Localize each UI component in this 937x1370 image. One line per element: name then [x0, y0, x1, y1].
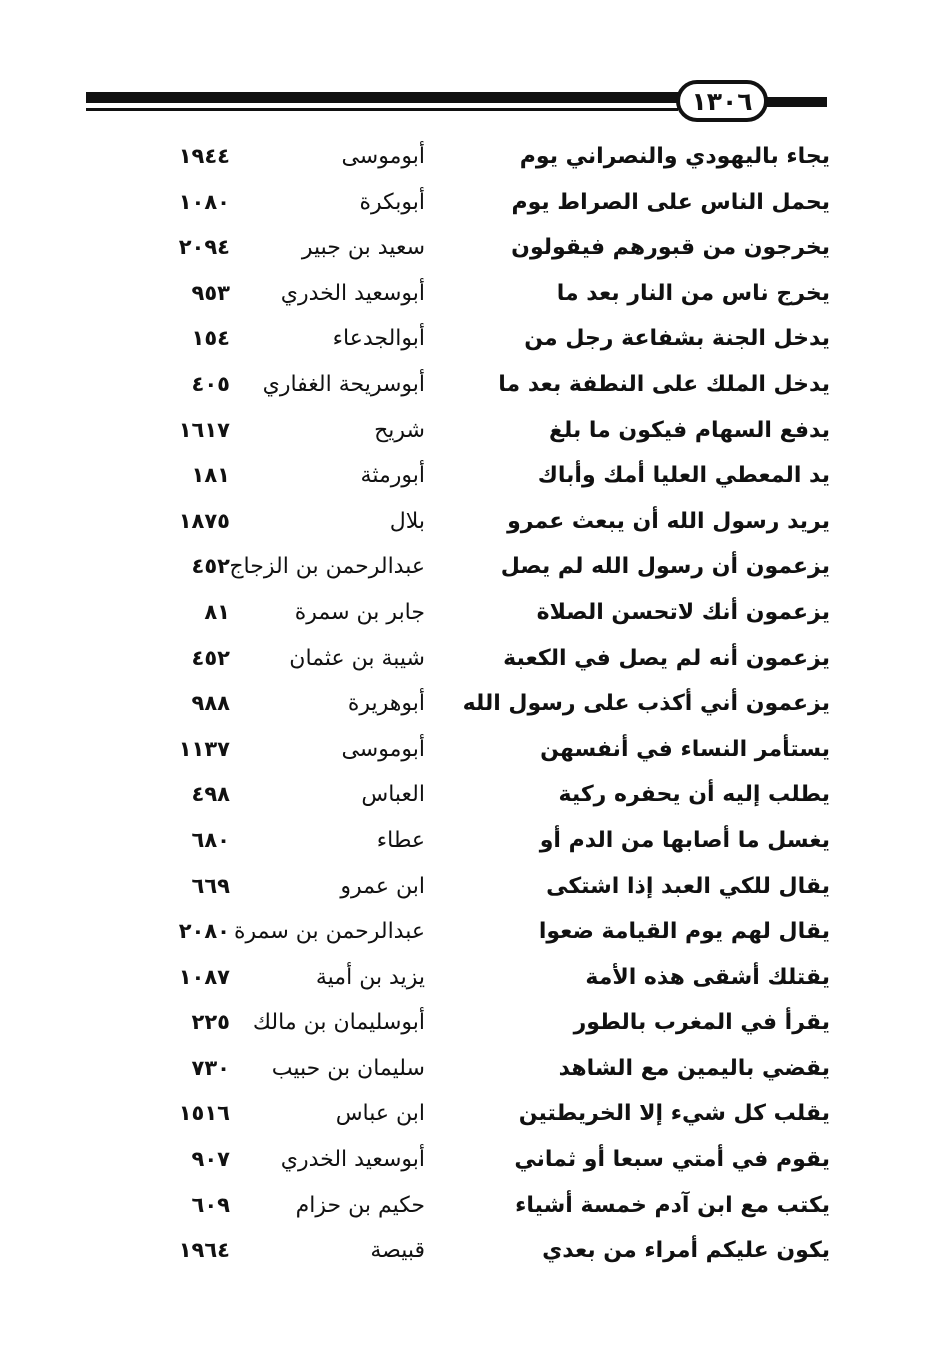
narrator-name: العباس: [361, 782, 425, 808]
narrator-name: سعيد بن جبير: [301, 235, 425, 261]
hadith-text: يدخل الملك على النطفة بعد ما: [498, 371, 830, 397]
page-ref: ١٦١٧: [178, 417, 230, 442]
page-ref: ١٠٨٠: [178, 189, 230, 214]
hadith-text: يكتب مع ابن آدم خمسة أشياء: [515, 1192, 830, 1218]
index-row: [150, 731, 830, 777]
page-ref: ١٨٧٥: [178, 508, 230, 533]
index-row: [150, 776, 830, 822]
narrator-name: أبوموسى: [341, 736, 425, 762]
hadith-text: يدفع السهام فيكون ما بلغ: [548, 417, 830, 443]
page-ref: ٢٠٨٠: [178, 919, 230, 944]
index-row: [150, 1141, 830, 1187]
narrator-name: أبوسعيد الخدري: [280, 1147, 425, 1173]
index-row: [150, 685, 830, 731]
index-row: [150, 594, 830, 640]
narrator-name: شريح: [374, 417, 425, 443]
narrator-name: قبيصة: [370, 1238, 425, 1264]
page-ref: ٩٥٣: [191, 280, 230, 305]
hadith-text: يقلب كل شيء إلا الخريطتين: [518, 1101, 830, 1127]
index-row: [150, 366, 830, 412]
hadith-text: يحمل الناس على الصراط يوم: [511, 189, 830, 215]
page-ref: ١٩٦٤: [178, 1238, 230, 1263]
hadith-text: يقوم في أمتي سبعا أو ثماني: [514, 1147, 830, 1173]
page-ref: ١٩٤٤: [178, 144, 230, 168]
page-ref: ١٠٨٧: [178, 964, 230, 989]
header-rule-right: [765, 97, 827, 107]
hadith-text: يريد رسول الله أن يبعث عمرو: [507, 508, 830, 534]
index-row: [150, 1050, 830, 1096]
index-row: [150, 1232, 830, 1278]
index-row: [150, 959, 830, 1005]
narrator-name: أبوسعيد الخدري: [280, 280, 425, 306]
page-number: ١٣٠٦: [676, 80, 768, 122]
hadith-text: يستأمر النساء في أنفسهن: [540, 736, 830, 762]
narrator-name: أبوهريرة: [347, 691, 425, 717]
narrator-name: أبورمثة: [360, 463, 425, 489]
hadith-text: يد المعطي العليا أمك وأباك: [537, 463, 830, 489]
page-ref: ٢٠٩٤: [178, 235, 230, 260]
page-ref: ٤٥٢: [191, 645, 230, 670]
page-ref: ١٥١٦: [178, 1101, 230, 1126]
page-ref: ٢٢٥: [191, 1010, 230, 1035]
index-row: [150, 1095, 830, 1141]
hadith-text: يقضي باليمين مع الشاهد: [558, 1055, 830, 1081]
hadith-text: يقال لهم يوم القيامة ضعوا: [538, 919, 830, 945]
index-table: [150, 138, 830, 1278]
hadith-text: يقتلك أشقى هذه الأمة: [585, 964, 830, 990]
hadith-text: يزعمون أنه لم يصل في الكعبة: [503, 645, 830, 671]
hadith-text: يزعمون أنك لاتحسن الصلاة: [536, 599, 830, 625]
narrator-name: أبوسريحة الغفاري: [262, 371, 425, 397]
narrator-name: سليمان بن حبيب: [271, 1055, 425, 1081]
index-row: [150, 913, 830, 959]
narrator-name: أبوموسى: [341, 144, 425, 169]
hadith-text: يزعمون أني أكذب على رسول الله: [462, 691, 830, 717]
page-ref: ١١٣٧: [178, 736, 230, 761]
narrator-name: ابن عباس: [335, 1101, 425, 1127]
narrator-name: عبدالرحمن بن سمرة: [233, 919, 425, 945]
index-row: [150, 640, 830, 686]
index-row: [150, 275, 830, 321]
header-rule-thick: [86, 92, 678, 103]
narrator-name: ابن عمرو: [340, 873, 425, 899]
page-ref: ٤٩٨: [191, 782, 230, 807]
hadith-text: يدخل الجنة بشفاعة رجل من: [524, 326, 830, 352]
narrator-name: عبدالرحمن بن الزجاج: [229, 554, 425, 580]
index-row: [150, 320, 830, 366]
hadith-text: يغسل ما أصابها من الدم أو: [539, 827, 830, 853]
page-ref: ٦٦٩: [191, 873, 230, 898]
index-row: [150, 868, 830, 914]
index-row: [150, 1004, 830, 1050]
narrator-name: يزيد بن أمية: [315, 964, 425, 990]
page-ref: ٩٠٧: [191, 1147, 230, 1172]
index-row: [150, 1187, 830, 1233]
page-ref: ٦٠٩: [191, 1192, 230, 1217]
index-row: [150, 822, 830, 868]
narrator-name: شيبة بن عثمان: [289, 645, 425, 671]
narrator-name: أبوسليمان بن مالك: [252, 1010, 425, 1036]
page-ref: ١٨١: [191, 463, 230, 488]
narrator-name: حكيم بن حزام: [295, 1192, 425, 1218]
narrator-name: أبوبكرة: [359, 189, 425, 215]
page-ref: ٩٨٨: [191, 691, 230, 716]
index-row: [150, 184, 830, 230]
index-row: [150, 412, 830, 458]
index-row: [150, 229, 830, 275]
header-rule-thin: [86, 108, 678, 111]
narrator-name: أبوالجدعاء: [332, 326, 425, 352]
hadith-text: يخرج ناس من النار بعد ما: [556, 280, 830, 306]
hadith-text: يخرجون من قبورهم فيقولون: [511, 235, 830, 261]
hadith-text: يقرأ في المغرب بالطور: [573, 1010, 830, 1036]
page-ref: ٨١: [204, 599, 230, 624]
hadith-text: يطلب إليه أن يحفره ركية: [558, 782, 830, 808]
hadith-text: يزعمون أن رسول الله لم يصل: [500, 554, 830, 580]
index-row: [150, 503, 830, 549]
narrator-name: بلال: [389, 508, 425, 534]
hadith-text: يجاء باليهودي والنصراني يوم: [519, 144, 830, 169]
narrator-name: عطاء: [376, 827, 425, 853]
narrator-name: جابر بن سمرة: [294, 599, 425, 625]
index-row: [150, 548, 830, 594]
page-ref: ٦٨٠: [191, 827, 230, 852]
page-ref: ٤٠٥: [191, 371, 230, 396]
page-ref: ٤٥٢: [191, 554, 230, 579]
index-row: [150, 138, 830, 184]
page-ref: ٧٣٠: [191, 1055, 230, 1080]
hadith-text: يقال للكي العبد إذا اشتكى: [546, 873, 830, 899]
index-row: [150, 457, 830, 503]
hadith-text: يكون عليكم أمراء من بعدي: [542, 1238, 830, 1264]
page-ref: ١٥٤: [191, 326, 230, 351]
